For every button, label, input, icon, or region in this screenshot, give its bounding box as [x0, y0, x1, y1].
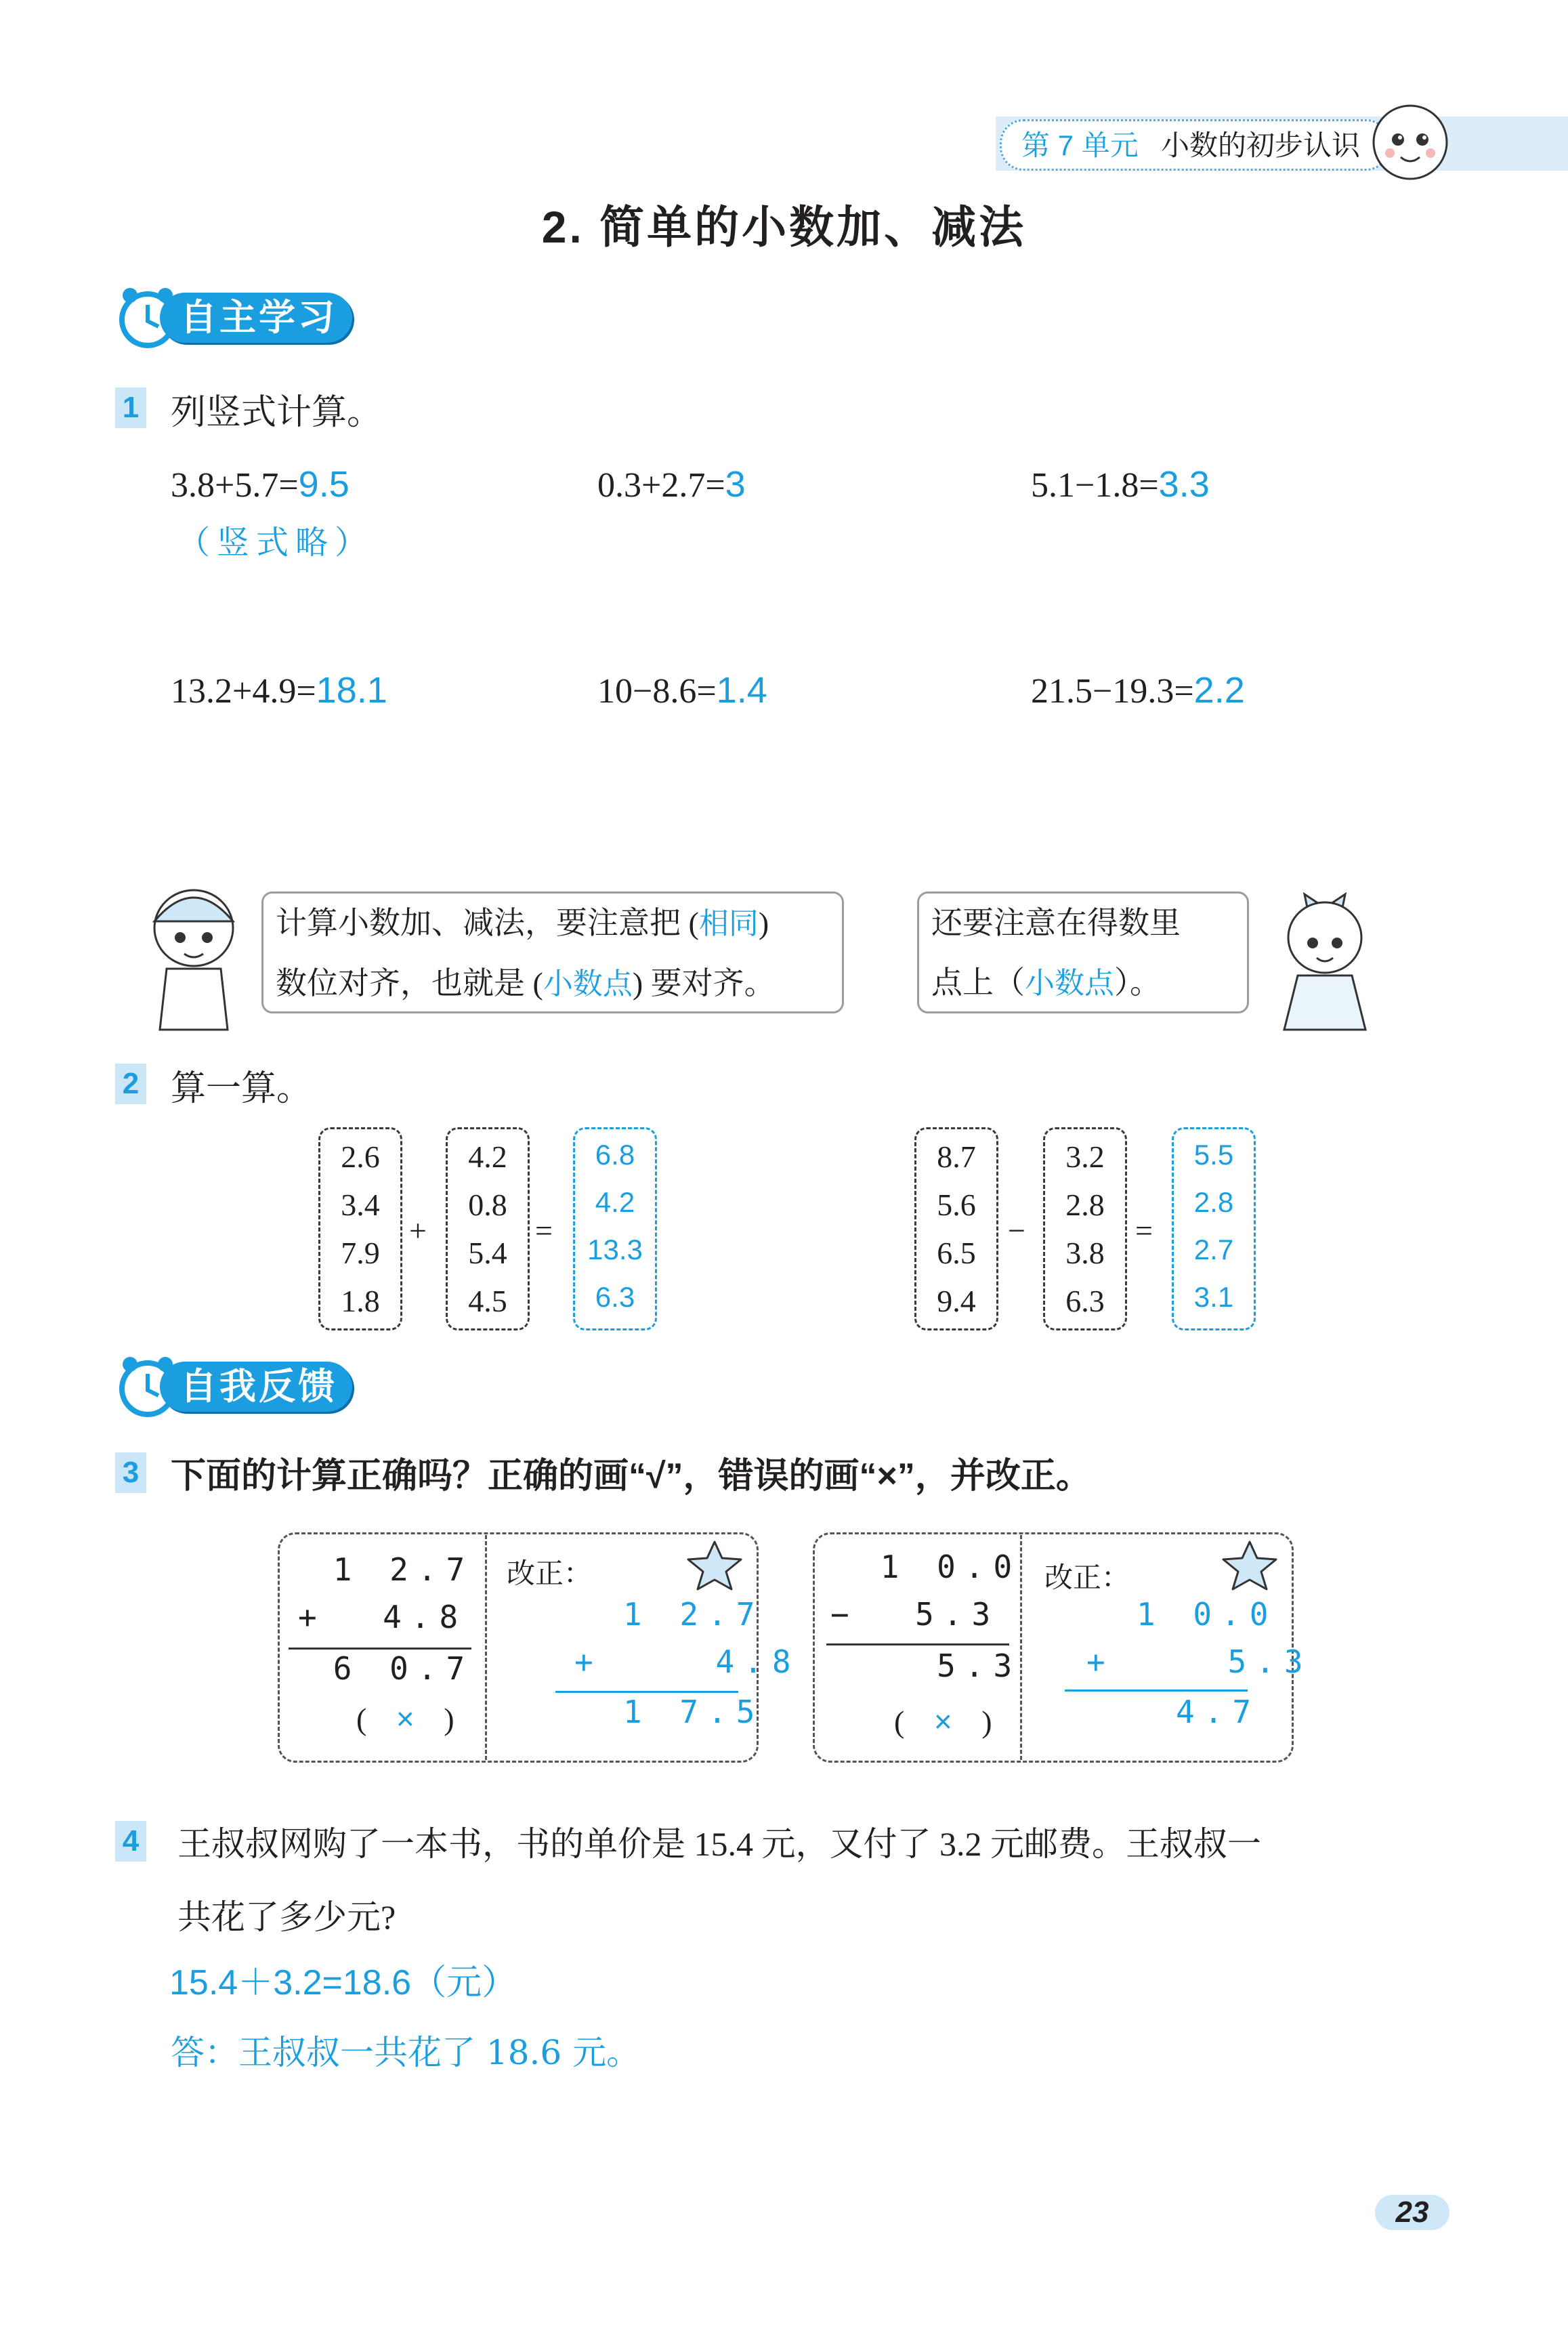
solution-answer: 答：王叔叔一共花了 18.6 元。	[171, 2033, 641, 2072]
paren: )	[981, 1704, 992, 1739]
number-cell: 2.8	[1065, 1188, 1105, 1222]
addend-column	[446, 1127, 530, 1330]
tip-text: 还要注意在得数里	[931, 906, 1181, 940]
solution-calc: 15.4＋3.2=18.6（元）	[169, 1963, 517, 2002]
question-text: 王叔叔网购了一本书，书的单价是 15.4 元，又付了 3.2 元邮费。王叔叔一	[177, 1825, 1261, 1863]
section-banner-feedback	[115, 1354, 400, 1416]
tip-text: 计算小数加、减法，要注意把 (	[276, 906, 699, 940]
correction-line: 1 7.5	[623, 1694, 765, 1730]
answer-cell: 4.2	[595, 1186, 635, 1218]
equation-expr: 5.1−1.8=	[1031, 466, 1159, 505]
section-title: 自我反馈	[160, 1362, 352, 1412]
operator: −	[1008, 1213, 1025, 1248]
calc-rule	[826, 1643, 1009, 1645]
equation	[171, 463, 349, 505]
correction-line: 4.7	[1176, 1694, 1261, 1730]
page-number: 23	[1375, 2195, 1449, 2230]
number-cell: 5.6	[937, 1188, 976, 1222]
correction-label: 改正：	[507, 1559, 593, 1590]
question-text: 算一算。	[171, 1070, 312, 1108]
calc-line: 5.3	[852, 1648, 1022, 1684]
operator: +	[409, 1213, 427, 1248]
vertical-form-note: （竖式略）	[177, 524, 375, 562]
equation-expr: 3.8+5.7=	[171, 466, 299, 505]
correction-line: + 5.3	[1086, 1643, 1313, 1680]
girl-character-icon	[1271, 881, 1379, 1036]
answer-cell: 5.5	[1193, 1139, 1234, 1171]
correction-line: + 4.8	[574, 1643, 801, 1680]
correction-label: 改正：	[1044, 1563, 1130, 1594]
page-title: 2. 简单的小数加、减法	[541, 202, 1027, 252]
equation-answer: 9.5	[298, 464, 349, 505]
calc-line: 1 2.7	[305, 1551, 475, 1588]
number-cell: 2.6	[341, 1139, 380, 1174]
equation	[597, 463, 746, 505]
boy-character-icon	[140, 881, 248, 1036]
tip-answer: 相同	[698, 906, 759, 941]
answer-column	[573, 1127, 657, 1330]
number-cell: 0.8	[468, 1188, 507, 1222]
question-number: 2	[115, 1064, 146, 1104]
calc-line: 1 0.0	[852, 1549, 1022, 1585]
correction-line: 1 2.7	[623, 1596, 765, 1633]
equation	[597, 669, 767, 711]
number-cell: 3.8	[1065, 1236, 1105, 1270]
tip-answer: 小数点	[1025, 966, 1114, 1001]
calc-line: 6 0.7	[305, 1650, 475, 1687]
equation-answer: 2.2	[1193, 670, 1245, 711]
tip-text: 数位对齐，也就是 (	[276, 966, 543, 1001]
answer-cell: 13.3	[587, 1234, 643, 1265]
paren: )	[444, 1702, 454, 1736]
equation-expr: 10−8.6=	[597, 672, 717, 711]
tip-text: ) 要对齐。	[632, 966, 776, 1001]
baby-face-icon	[1370, 102, 1451, 183]
calc-line: − 5.3	[830, 1596, 1000, 1633]
equation-expr: 0.3+2.7=	[597, 466, 725, 505]
question-number: 3	[115, 1452, 146, 1493]
tip-bubble-girl	[917, 891, 1249, 1013]
question-number: 1	[115, 387, 146, 428]
section-banner-self-study	[115, 285, 400, 347]
star-icon	[1219, 1538, 1280, 1592]
question-text: 下面的计算正确吗？正确的画“√”，错误的画“×”，并改正。	[171, 1456, 1091, 1496]
equation	[1031, 669, 1245, 711]
answer-column	[1172, 1127, 1256, 1330]
number-cell: 4.5	[468, 1284, 507, 1318]
wrong-mark: ×	[933, 1704, 952, 1739]
number-cell: 3.4	[341, 1188, 380, 1222]
star-icon	[684, 1538, 745, 1592]
number-cell: 8.7	[937, 1139, 976, 1174]
answer-cell: 6.8	[595, 1139, 635, 1171]
question-text: 共花了多少元?	[177, 1898, 396, 1936]
box-divider	[485, 1535, 487, 1760]
number-cell: 3.2	[1065, 1139, 1105, 1174]
number-cell: 6.5	[937, 1236, 976, 1270]
unit-label: 第 7 单元	[1021, 129, 1139, 161]
calc-line: + 4.8	[298, 1599, 468, 1635]
tip-bubble-boy	[261, 891, 844, 1013]
addend-column	[318, 1127, 402, 1330]
answer-cell: 6.3	[595, 1281, 635, 1313]
tip-answer: 小数点	[543, 967, 633, 1001]
number-cell: 9.4	[937, 1284, 976, 1318]
equation-answer: 3.3	[1158, 464, 1210, 505]
subtrahend-column	[1043, 1127, 1127, 1330]
wrong-mark: ×	[396, 1701, 415, 1736]
correction-rule	[555, 1691, 738, 1693]
equals-sign: =	[1135, 1213, 1153, 1248]
calc-rule	[289, 1648, 471, 1650]
paren: (	[894, 1704, 905, 1739]
equation-expr: 21.5−19.3=	[1031, 672, 1194, 711]
question-number: 4	[115, 1821, 146, 1862]
equation	[171, 669, 387, 711]
section-title: 自主学习	[160, 293, 352, 343]
number-cell: 7.9	[341, 1236, 380, 1270]
correction-line: 1 0.0	[1137, 1596, 1278, 1633]
minuend-column	[914, 1127, 998, 1330]
answer-cell: 2.7	[1193, 1234, 1234, 1265]
judgement-mark	[356, 1700, 471, 1737]
answer-cell: 2.8	[1193, 1186, 1234, 1218]
number-cell: 1.8	[341, 1284, 380, 1318]
number-cell: 4.2	[468, 1139, 507, 1174]
unit-topic: 小数的初步认识	[1161, 129, 1361, 161]
number-cell: 6.3	[1065, 1284, 1105, 1318]
answer-cell: 3.1	[1193, 1281, 1234, 1313]
equation	[1031, 463, 1210, 505]
tip-text: 点上（	[931, 965, 1025, 1000]
judgement-mark	[894, 1703, 1009, 1740]
equation-answer: 1.4	[716, 670, 767, 711]
tip-text: ）。	[1114, 965, 1161, 1000]
correction-rule	[1065, 1690, 1248, 1692]
question-text: 列竖式计算。	[171, 394, 383, 432]
number-cell: 5.4	[468, 1236, 507, 1270]
paren: (	[356, 1702, 367, 1736]
equation-answer: 18.1	[316, 670, 387, 711]
equals-sign: =	[535, 1213, 553, 1248]
tip-text: )	[758, 906, 769, 940]
equation-answer: 3	[725, 464, 746, 505]
equation-expr: 13.2+4.9=	[171, 672, 316, 711]
